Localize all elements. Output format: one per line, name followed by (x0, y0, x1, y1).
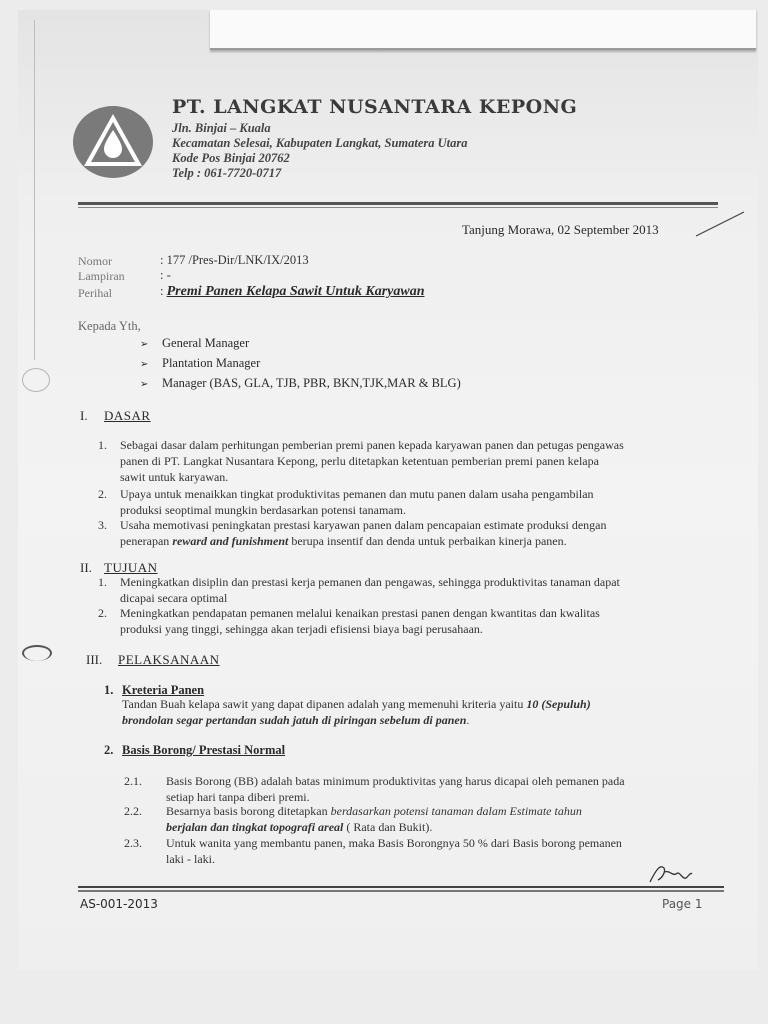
company-address-line: Kecamatan Selesai, Kabupaten Langkat, Sumatera Utara (172, 136, 468, 150)
nomor-label: Nomor (78, 254, 112, 268)
company-header (172, 96, 577, 181)
list-item: 2. Upaya untuk menaikkan tingkat produktivitas pemanen dan mutu panen dalam usaha pengambilan produksi seoptimal mungkin berdasarkan potensi tanamam. (98, 487, 594, 517)
section-heading-pelaksanaan: III. PELAKSANAAN (86, 652, 220, 667)
binder-margin-line (34, 20, 35, 360)
recipient-list (140, 334, 461, 394)
list-item: 2.3. Untuk wanita yang membantu panen, maka Basis Borongnya 50 % dari Basis borong pemanen laki - laki. (124, 836, 622, 866)
footer-divider (78, 890, 724, 892)
footer-divider (78, 886, 724, 888)
lampiran-label: Lampiran (78, 269, 125, 283)
recipient-item: ➢ Plantation Manager (140, 354, 461, 374)
letter-date: Tanjung Morawa, 02 September 2013 (462, 222, 659, 237)
recipient-item: ➢ General Manager (140, 334, 461, 354)
kriteria-paragraph: Tandan Buah kelapa sawit yang dapat dipanen adalah yang memenuhi kriteria yaitu 10 (Sepuluh) brondolan segar pertandan sudah jatuh di piringan sebelum di panen. (122, 697, 591, 727)
list-item: 2. Meningkatkan pendapatan pemanen melalui kenaikan prestasi panen dengan kwantitas dan kwalitas produksi yang tinggi, sehingga akan terjadi efisiensi biaya bagi perusahaan. (98, 606, 600, 636)
list-item: 1. Meningkatkan disiplin dan prestasi kerja pemanen dan pengawas, sehingga produktivitas tanaman dapat dicapai secara optimal (98, 575, 620, 605)
company-logo-icon (72, 104, 154, 180)
list-item: 1. Sebagai dasar dalam perhitungan pemberian premi panen kepada karyawan panen dan petugas pengawas panen di PT. Langkat Nusantara Kepong, perlu ditetapkan ketentuan pemberian premi panen kelapa sawit untuk karyawan. (98, 438, 624, 484)
list-item: 3. Usaha memotivasi peningkatan prestasi karyawan panen dalam pencapaian estimate produksi dengan penerapan reward and funishment berupa insentif dan denda untuk perbaikan kinerja panen. (98, 518, 607, 548)
subsection-heading-kriteria: 1. Kreteria Panen (104, 683, 205, 697)
header-divider (78, 207, 718, 208)
list-item: 2.2. Besarnya basis borong ditetapkan berdasarkan potensi tanaman dalam Estimate tahun berjalan dan tingkat topografi areal ( Rata dan Bukit). (124, 804, 582, 834)
handwritten-initials-icon (646, 860, 696, 886)
recipient-item: ➢ Manager (BAS, GLA, TJB, PBR, BKN,TJK,MAR & BLG) (140, 374, 461, 394)
punch-hole-icon (22, 645, 52, 661)
section-heading-dasar: I. DASAR (80, 408, 151, 423)
perihal-row (160, 284, 424, 300)
nomor-value: : 177 /Pres-Dir/LNK/IX/2013 (160, 253, 309, 267)
salutation: Kepada Yth, (78, 319, 141, 333)
perihal-subject: Premi Panen Kelapa Sawit Untuk Karyawan (166, 284, 425, 299)
page-number: Page 1 (662, 897, 703, 911)
arrow-bullet-icon: ➢ (140, 379, 149, 390)
company-address-line: Jln. Binjai – Kuala (172, 121, 271, 135)
perihal-colon: : (160, 284, 164, 298)
lampiran-value: : - (160, 268, 171, 282)
paper-tab-overlay (210, 10, 756, 50)
document-code: AS-001-2013 (80, 897, 158, 911)
header-divider (78, 202, 718, 205)
arrow-bullet-icon: ➢ (140, 339, 149, 350)
arrow-bullet-icon: ➢ (140, 359, 149, 370)
company-postal-code: Kode Pos Binjai 20762 (172, 151, 290, 165)
section-heading-tujuan: II. TUJUAN (80, 560, 158, 575)
subsection-heading-basis: 2. Basis Borong/ Prestasi Normal (104, 743, 286, 757)
perihal-label: Perihal (78, 286, 112, 300)
punch-hole-icon (22, 368, 50, 392)
pen-mark-icon (694, 208, 746, 238)
company-name: PT. LANGKAT NUSANTARA KEPONG (172, 96, 578, 118)
company-phone: Telp : 061-7720-0717 (172, 166, 282, 180)
list-item: 2.1. Basis Borong (BB) adalah batas minimum produktivitas yang harus dicapai oleh pemanen pada setiap hari tanpa diberi premi. (124, 774, 625, 804)
